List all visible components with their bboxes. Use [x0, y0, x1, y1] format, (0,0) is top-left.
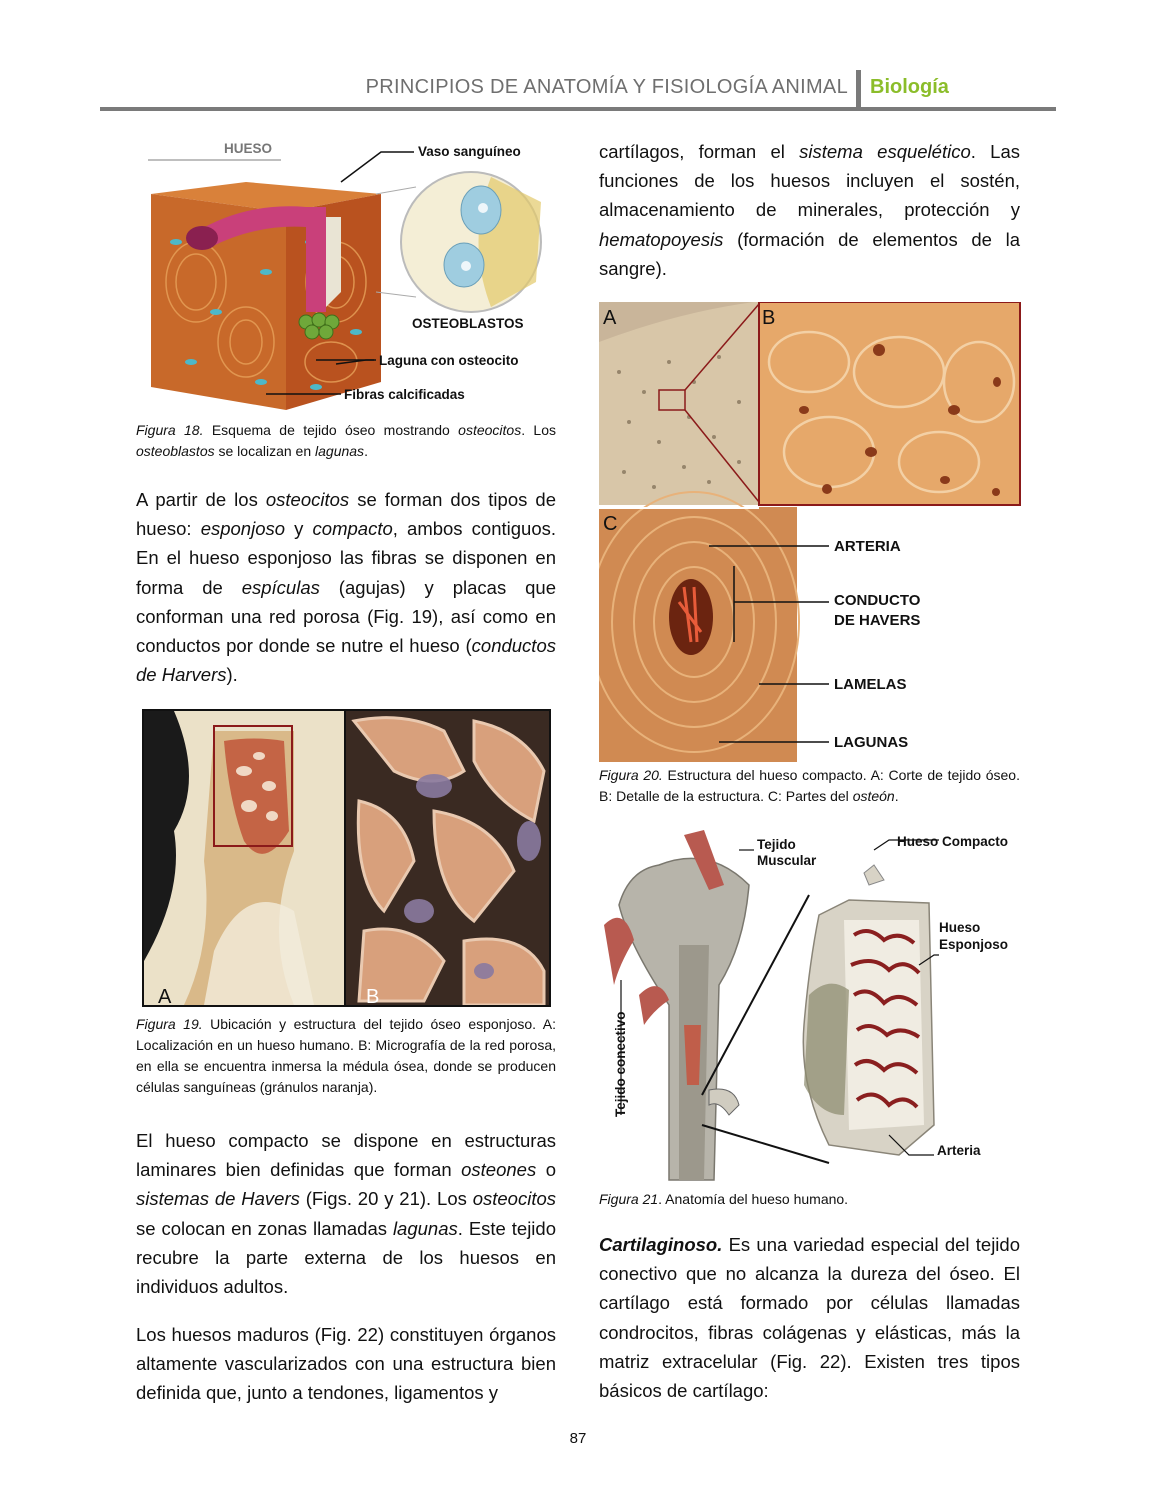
label-hueso-esponjoso-1: Hueso	[939, 920, 981, 935]
fig20-label-c: C	[603, 513, 618, 535]
figure-19-caption: Figura 19. Ubicación y estructura del tejido óseo esponjoso. A: Localización en un hueso humano. B: Micrografía de la red porosa, en ella se encuentra inmersa la médula ósea, donde se producen células sanguíneas (gránulos naranja).	[136, 1016, 556, 1095]
label-conducto-1: CONDUCTO	[834, 592, 921, 609]
label-hueso-compacto: Hueso Compacto	[897, 834, 1009, 849]
page-header	[100, 70, 1056, 114]
label-lagunas: LAGUNAS	[834, 734, 909, 751]
fig20-label-a: A	[603, 307, 617, 329]
label-arteria-fig21: Arteria	[937, 1143, 981, 1158]
paragraph-hueso-compacto: El hueso compacto se dispone en estructuras laminares bien definidas que forman osteones o sistemas de Havers (Figs. 20 y 21). Los osteocitos se colocan en zonas llamadas lagunas. Este tejido recubre la parte externa de los huesos en individuos adultos.	[136, 1130, 556, 1298]
paragraph-huesos-maduros: Los huesos maduros (Fig. 22) constituyen órganos altamente vascularizados con una estructura bien definida que, junto a tendones, ligamentos y	[136, 1324, 556, 1404]
figure-20-compact-bone	[599, 302, 1022, 762]
label-hueso-esponjoso-2: Esponjoso	[939, 937, 1009, 952]
label-vaso-sanguineo: Vaso sanguíneo	[418, 144, 521, 159]
label-tejido-muscular-2: Muscular	[757, 853, 817, 868]
label-hueso: HUESO	[224, 141, 273, 156]
label-tejido-muscular-1: Tejido	[757, 837, 796, 852]
figure-19-photos	[142, 709, 551, 1007]
header-divider	[856, 70, 861, 108]
paragraph-funciones-huesos: cartílagos, forman el sistema esquelético. Las funciones de los huesos incluyen el sostén, almacenamiento de minerales, protección y hematopoyesis (formación de elementos de la sangre).	[599, 141, 1020, 279]
label-fibras: Fibras calcificadas	[344, 387, 465, 402]
figure-21-caption: Figura 21. Anatomía del hueso humano.	[599, 1191, 849, 1207]
paragraph-hueso-tipos: A partir de los osteocitos se forman dos tipos de hueso: esponjoso y compacto, ambos contiguos. En el hueso esponjoso las fibras se disponen en forma de espículas (agujas) y placas que conforman una red porosa (Fig. 19), así como en conductos por donde se nutre el hueso (conductos de Harvers).	[136, 489, 557, 686]
fig20-label-b: B	[762, 307, 776, 329]
label-osteoblastos: OSTEOBLASTOS	[412, 316, 524, 331]
page-number: 87	[569, 1430, 587, 1447]
label-conducto-2: DE HAVERS	[834, 612, 921, 629]
figure-18-caption: Figura 18. Esquema de tejido óseo mostrando osteocitos. Los osteoblastos se localizan en lagunas.	[136, 422, 556, 459]
figure-21-bone-anatomy	[599, 825, 1022, 1185]
header-title: PRINCIPIOS DE ANATOMÍA Y FISIOLOGÍA ANIMAL	[365, 76, 848, 98]
paragraph-cartilaginoso: Cartilaginoso. Es una variedad especial del tejido conectivo que no alcanza la dureza del óseo. El cartílago está formado por células llamadas condrocitos, fibras colágenas y elásticas, más la matriz extracelular (Fig. 22). Existen tres tipos básicos de cartílago:	[599, 1234, 1020, 1402]
label-lamelas: LAMELAS	[834, 676, 907, 693]
fig19-label-a: A	[158, 986, 172, 1005]
fig19-label-b: B	[366, 986, 380, 1005]
label-laguna: Laguna con osteocito	[379, 353, 519, 368]
header-subject: Biología	[870, 76, 949, 98]
label-tejido-conectivo: Tejido conectivo	[613, 1011, 628, 1117]
figure-20-caption: Figura 20. Estructura del hueso compacto. A: Corte de tejido óseo. B: Detalle de la estructura. C: Partes del osteón.	[599, 767, 1020, 804]
label-arteria: ARTERIA	[834, 538, 901, 555]
figure-18-illustration	[136, 132, 556, 414]
header-rule	[100, 107, 1056, 111]
